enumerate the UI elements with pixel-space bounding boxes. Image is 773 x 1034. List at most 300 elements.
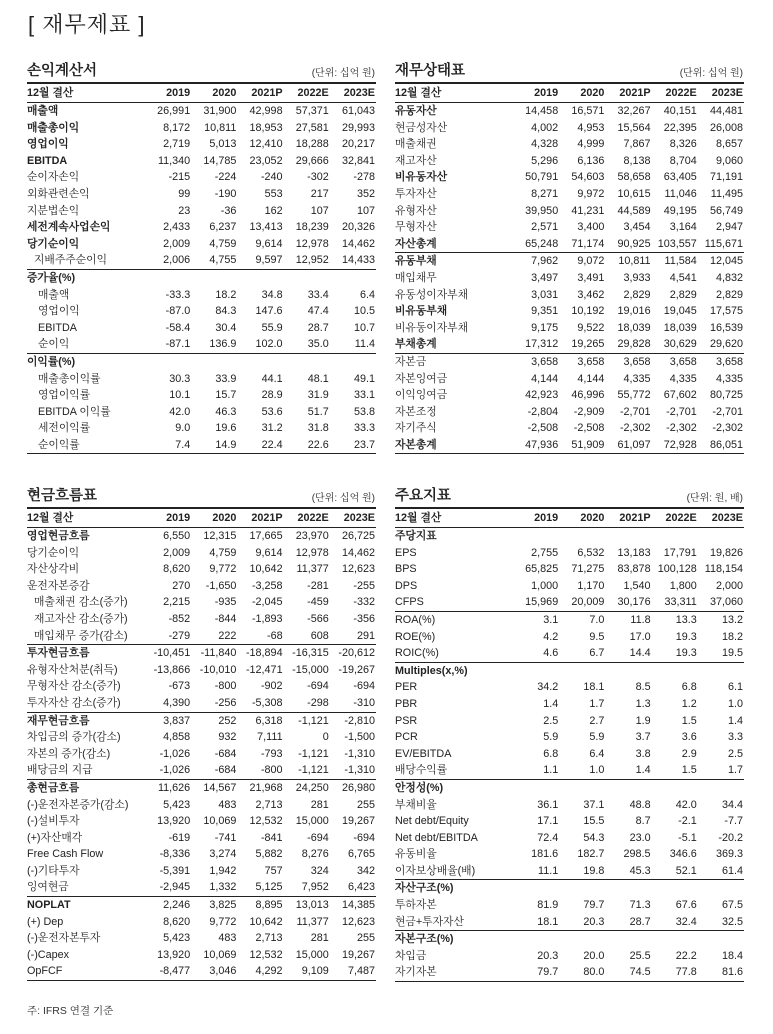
cell-value: 18,039	[617, 321, 651, 334]
cell-value: 9,614	[255, 546, 283, 559]
cell-value: 10.7	[353, 321, 375, 334]
row-label: 잉여현금	[27, 881, 69, 894]
row-label: 배당금의 지급	[27, 764, 93, 777]
cell-value: 6,237	[209, 221, 237, 234]
panel-header	[27, 485, 376, 509]
cell-value: -800	[214, 680, 237, 693]
cell-value: 8.5	[635, 681, 651, 694]
cell-value: 13.2	[698, 611, 744, 628]
cell-value: -3,258	[251, 579, 283, 592]
cell-value: 61,097	[605, 437, 651, 454]
table-row	[27, 611, 376, 628]
cell-value: 8,895	[237, 897, 283, 914]
table-row	[27, 252, 376, 269]
cell-value: 10.5	[353, 305, 375, 318]
cashflow-panel	[27, 485, 376, 981]
cell-value: 12,952	[295, 254, 329, 267]
row-label: 투자현금흐름	[27, 645, 145, 662]
cell-value	[191, 353, 237, 370]
row-label: 영업이익률	[38, 389, 91, 402]
header-year: 2019	[513, 84, 559, 103]
cell-value: 55,772	[617, 389, 651, 402]
indicators-table	[395, 509, 744, 982]
row-label: BPS	[395, 563, 417, 576]
cell-value	[513, 931, 559, 948]
table-row	[27, 830, 376, 847]
cell-value: 2,829	[715, 288, 743, 301]
cell-value: 51,909	[559, 437, 605, 454]
cell-value: -902	[260, 680, 283, 693]
table-row	[27, 120, 376, 137]
table-row	[395, 437, 744, 454]
cell-value: 2,829	[669, 288, 697, 301]
cell-value: -298	[307, 696, 329, 709]
table-row	[395, 662, 744, 679]
cell-value: 3,658	[698, 353, 744, 370]
cell-value: 3.1	[513, 611, 559, 628]
cell-value: 3,031	[531, 288, 559, 301]
cell-value: 13,920	[157, 948, 191, 961]
cell-value: 181.6	[531, 848, 559, 861]
cell-value: 71,275	[571, 563, 605, 576]
cell-value: 83,878	[617, 563, 651, 576]
cell-value: 11,495	[710, 187, 743, 200]
cell-value	[237, 269, 283, 286]
cell-value: 3,462	[577, 288, 605, 301]
row-label: PBR	[395, 697, 418, 710]
row-label: 매출액	[38, 288, 70, 301]
income-table	[27, 84, 376, 454]
table-row	[27, 645, 376, 662]
cell-value: 7,952	[301, 881, 329, 894]
cell-value: -10,451	[145, 645, 191, 662]
cell-value: 18.1	[537, 915, 559, 928]
table-header-row	[395, 84, 744, 103]
header-label: 12월 결산	[395, 84, 513, 103]
table-row	[395, 353, 744, 370]
cell-value: 4,755	[209, 254, 237, 267]
cell-value: 5,423	[163, 798, 191, 811]
table-row	[395, 303, 744, 320]
table-row	[395, 645, 744, 662]
cell-value: 34.4	[721, 798, 743, 811]
cell-value: -15,000	[292, 663, 329, 676]
row-label: Net debt/EBITDA	[395, 831, 478, 844]
cell-value: -20.2	[718, 831, 743, 844]
row-label: 차입금	[395, 949, 427, 962]
cell-value: -68	[266, 629, 283, 642]
table-row	[27, 662, 376, 679]
cell-value: -619	[168, 831, 191, 844]
cell-value: 48.8	[629, 798, 651, 811]
table-header-row	[27, 84, 376, 103]
cell-value: 21,968	[237, 779, 283, 796]
cell-value: -684	[214, 747, 237, 760]
header-year: 2021P	[605, 84, 651, 103]
cell-value: 3,491	[577, 271, 605, 284]
cell-value: 16,539	[709, 321, 743, 334]
cell-value: -684	[214, 764, 237, 777]
row-label: 자본구조(%)	[395, 931, 513, 948]
row-label: 비유동자산	[395, 171, 448, 184]
page-title: [ 재무제표 ]	[28, 12, 146, 37]
row-label: 이익률(%)	[27, 353, 145, 370]
cell-value: 18.1	[583, 681, 605, 694]
cell-value: 10,615	[617, 187, 651, 200]
cell-value: 2,246	[145, 897, 191, 914]
cell-value: -459	[307, 596, 329, 609]
cell-value: 65,825	[525, 563, 559, 576]
cell-value: 90,925	[617, 237, 651, 250]
cell-value: 18,288	[295, 138, 329, 151]
cell-value	[191, 269, 237, 286]
table-row	[395, 253, 744, 270]
table-row	[27, 437, 376, 454]
cell-value: -2.1	[678, 815, 697, 828]
row-label: (+)자산매각	[27, 831, 83, 844]
cell-value: -1,310	[344, 764, 375, 777]
cell-value: 2,947	[715, 221, 743, 234]
cell-value: 42.0	[675, 798, 697, 811]
cell-value: 12,532	[249, 948, 283, 961]
table-row	[395, 169, 744, 186]
table-row	[395, 863, 744, 880]
cell-value: 46.3	[215, 405, 237, 418]
cell-value: -1,121	[284, 712, 330, 729]
cell-value: 3.8	[635, 747, 651, 760]
table-row	[27, 186, 376, 203]
row-label: 매출총이익률	[38, 372, 101, 385]
row-label: 매출액	[27, 105, 59, 117]
cell-value: 4,953	[577, 121, 605, 134]
cell-value: 47.4	[307, 305, 329, 318]
cell-value: 15,000	[295, 815, 329, 828]
cell-value: 9,060	[715, 154, 743, 167]
table-row	[27, 269, 376, 286]
cell-value: 32,267	[617, 105, 651, 117]
cell-value: -694	[307, 831, 329, 844]
cell-value: 10,069	[203, 815, 237, 828]
table-row	[27, 219, 376, 236]
cell-value: 1.2	[681, 697, 697, 710]
cell-value: -240	[260, 171, 283, 184]
cell-value: 18,039	[663, 321, 697, 334]
cell-value: -1,893	[251, 612, 283, 625]
cell-value: 13,013	[284, 897, 330, 914]
cell-value: 4,328	[531, 138, 559, 151]
cell-value: 4.2	[543, 630, 559, 643]
cell-value	[330, 353, 376, 370]
cell-value	[605, 931, 651, 948]
cell-value: 115,671	[704, 237, 743, 250]
cell-value: 26,991	[157, 105, 191, 117]
cell-value	[652, 880, 698, 897]
cell-value: 44.1	[261, 372, 283, 385]
cell-value: 34.8	[261, 288, 283, 301]
cell-value: 22.6	[284, 437, 330, 454]
cell-value: 15,969	[525, 596, 559, 609]
table-row	[27, 779, 376, 796]
cell-value: 12,978	[295, 546, 329, 559]
header-year: 2019	[145, 509, 191, 528]
cell-value: 19.8	[583, 864, 605, 877]
cell-value: 5.9	[543, 731, 559, 744]
cell-value: 31,900	[203, 105, 237, 117]
cell-value: 15,000	[295, 948, 329, 961]
row-label: (-)Capex	[27, 948, 69, 961]
cell-value: 182.7	[577, 848, 605, 861]
cell-value: 81.6	[698, 964, 744, 981]
balance-sheet-panel	[395, 60, 744, 454]
row-label: 안정성(%)	[395, 779, 513, 796]
cell-value: -741	[214, 831, 237, 844]
table-row	[395, 679, 744, 696]
cell-value: -2,701	[712, 405, 743, 418]
row-label: 투자자산	[395, 187, 437, 200]
cell-value: 0	[322, 731, 329, 744]
cell-value: 45.3	[629, 864, 651, 877]
cell-value: 3,933	[623, 271, 651, 284]
cell-value: 3,046	[191, 963, 237, 980]
cell-value: 24,250	[284, 779, 330, 796]
table-row	[395, 186, 744, 203]
cell-value	[698, 931, 744, 948]
cell-value	[698, 528, 744, 545]
table-row	[27, 797, 376, 814]
row-label: 자본조정	[395, 405, 437, 418]
cell-value: 19,016	[617, 305, 651, 318]
cell-value: 19,267	[341, 815, 375, 828]
cell-value: -673	[168, 680, 191, 693]
row-label: 세전계속사업손익	[27, 221, 111, 234]
cell-value: -33.3	[165, 288, 191, 301]
panel-header	[27, 60, 376, 84]
cell-value: 58,658	[617, 171, 651, 184]
cell-value: -5,308	[251, 696, 283, 709]
row-label: EBITDA 이익률	[38, 405, 111, 418]
cell-value: 6,136	[577, 154, 605, 167]
cell-value: 19.6	[215, 422, 237, 435]
cell-value: 44,481	[709, 105, 743, 117]
cell-value: -356	[353, 612, 375, 625]
row-label: 부채총계	[395, 338, 437, 351]
table-row	[395, 914, 744, 931]
cell-value: -12,471	[245, 663, 283, 676]
row-label: 증가율(%)	[27, 269, 145, 286]
cell-value: 30.3	[169, 372, 191, 385]
table-row	[27, 712, 376, 729]
cell-value: 14,785	[203, 154, 237, 167]
cell-value: 55.9	[261, 321, 283, 334]
cell-value: 5,013	[209, 138, 237, 151]
cell-value: 9,772	[209, 915, 237, 928]
cell-value: 10,192	[571, 305, 605, 318]
cell-value: 4,335	[623, 372, 651, 385]
row-label: ROE(%)	[395, 630, 436, 643]
cell-value: 4,335	[669, 372, 697, 385]
row-label: Multiples(x,%)	[395, 662, 513, 679]
panel-title: 현금흐름표	[27, 488, 98, 504]
cell-value: 4,759	[209, 237, 237, 250]
table-row	[395, 336, 744, 353]
cell-value: 9,597	[255, 254, 283, 267]
cell-value	[698, 880, 744, 897]
table-row	[27, 303, 376, 320]
cell-value: 8,620	[163, 915, 191, 928]
cell-value: 71,174	[571, 237, 605, 250]
cell-value: -935	[214, 596, 237, 609]
cell-value: 483	[218, 798, 237, 811]
table-row	[27, 153, 376, 170]
cell-value: 12,623	[341, 915, 375, 928]
cell-value: -279	[168, 629, 191, 642]
cell-value: 1.4	[635, 764, 651, 777]
table-row	[27, 947, 376, 964]
cell-value: 26,725	[341, 530, 375, 542]
cell-value: 14,567	[191, 779, 237, 796]
table-row	[395, 797, 744, 814]
cell-value: -215	[168, 171, 191, 184]
cell-value: -310	[353, 696, 375, 709]
row-label: 유동부채	[395, 253, 513, 270]
cell-value: 36.1	[537, 798, 559, 811]
table-row	[27, 729, 376, 746]
cell-value: 483	[218, 932, 237, 945]
table-row	[27, 695, 376, 712]
cell-value: 10,069	[203, 948, 237, 961]
header-year: 2021P	[605, 509, 651, 528]
cell-value: 3,274	[209, 848, 237, 861]
cell-value: 31.8	[307, 422, 329, 435]
cell-value: -7.7	[724, 815, 743, 828]
cell-value: 34.2	[537, 681, 559, 694]
table-row	[27, 746, 376, 763]
cell-value: 4,759	[209, 546, 237, 559]
table-row	[395, 779, 744, 796]
table-row	[27, 628, 376, 645]
cell-value: 37.1	[583, 798, 605, 811]
table-row	[27, 545, 376, 562]
cell-value: 10,811	[204, 121, 237, 134]
table-row	[395, 528, 744, 545]
cell-value: 79.7	[583, 899, 605, 912]
cell-value: 1.3	[635, 697, 651, 710]
cell-value: 23,970	[295, 530, 329, 542]
cell-value: 5.9	[589, 731, 605, 744]
cell-value: -255	[353, 579, 375, 592]
table-row	[395, 203, 744, 220]
cell-value: -278	[353, 171, 375, 184]
row-label: 순이자손익	[27, 171, 80, 184]
cell-value: 5,423	[163, 932, 191, 945]
cell-value: 1.7	[589, 697, 605, 710]
row-label: 지배주주순이익	[34, 254, 108, 267]
cashflow-table	[27, 509, 376, 981]
cell-value: -1,500	[344, 731, 375, 744]
cell-value: 1.7	[727, 764, 743, 777]
cell-value: 13,183	[617, 546, 651, 559]
cell-value: 5,125	[255, 881, 283, 894]
cell-value: 33.9	[215, 372, 237, 385]
cell-value: 42,923	[525, 389, 559, 402]
cell-value: -1,121	[298, 764, 329, 777]
row-label: 부채비율	[395, 798, 437, 811]
table-row	[27, 169, 376, 186]
cell-value: 23	[178, 204, 191, 217]
cell-value: 17,791	[663, 546, 697, 559]
row-label: 매출채권	[395, 138, 437, 151]
cell-value: 9,351	[531, 305, 559, 318]
cell-value: 28.7	[307, 321, 329, 334]
cell-value: 19,826	[709, 546, 743, 559]
header-year: 2023E	[330, 84, 376, 103]
cell-value: 3,658	[559, 353, 605, 370]
cell-value: 14,458	[525, 105, 559, 117]
row-label: 배당수익률	[395, 764, 448, 777]
panel-title: 손익계산서	[27, 63, 98, 79]
header-year: 2021P	[237, 84, 283, 103]
table-row	[395, 287, 744, 304]
cell-value: 19.3	[675, 647, 697, 660]
cell-value: 342	[356, 864, 375, 877]
cell-value: 17,312	[525, 338, 559, 351]
cell-value: 270	[172, 579, 191, 592]
cell-value: 46,996	[571, 389, 605, 402]
cell-value: -800	[260, 764, 283, 777]
cell-value: 3,164	[669, 221, 697, 234]
cell-value: 1,000	[531, 579, 559, 592]
cell-value	[605, 528, 651, 545]
row-label: PSR	[395, 714, 418, 727]
cell-value: 50,791	[525, 171, 559, 184]
cell-value: 30,629	[663, 338, 697, 351]
table-row	[395, 371, 744, 388]
cell-value: 29,666	[295, 154, 329, 167]
cell-value: -16,315	[284, 645, 330, 662]
header-year: 2020	[191, 84, 237, 103]
table-row	[395, 897, 744, 914]
cell-value: 42.0	[169, 405, 191, 418]
cell-value: 11.1	[537, 864, 559, 877]
cell-value: 57,371	[295, 105, 329, 117]
cell-value: 6,423	[347, 881, 375, 894]
cell-value	[605, 779, 651, 796]
panel-title: 재무상태표	[395, 63, 466, 79]
row-label: DPS	[395, 579, 418, 592]
cell-value: 44,589	[617, 204, 651, 217]
cell-value: -20,612	[330, 645, 376, 662]
cell-value: -10,010	[199, 663, 237, 676]
cell-value	[559, 880, 605, 897]
table-row	[395, 103, 744, 120]
cell-value: 27,581	[295, 121, 329, 134]
table-row	[395, 136, 744, 153]
row-label: 영업이익	[27, 138, 69, 151]
cell-value: 608	[310, 629, 329, 642]
cell-value: 20,009	[571, 596, 605, 609]
cell-value: 65,248	[525, 237, 559, 250]
cell-value: 11,626	[145, 779, 191, 796]
cell-value: 80,725	[709, 389, 743, 402]
table-row	[395, 561, 744, 578]
cell-value: 29,993	[341, 121, 375, 134]
cell-value	[559, 779, 605, 796]
cell-value: 1,942	[209, 864, 237, 877]
cell-value: 63,405	[663, 171, 697, 184]
cell-value: 15.5	[583, 815, 605, 828]
cell-value	[652, 931, 698, 948]
cell-value: 84.3	[215, 305, 237, 318]
